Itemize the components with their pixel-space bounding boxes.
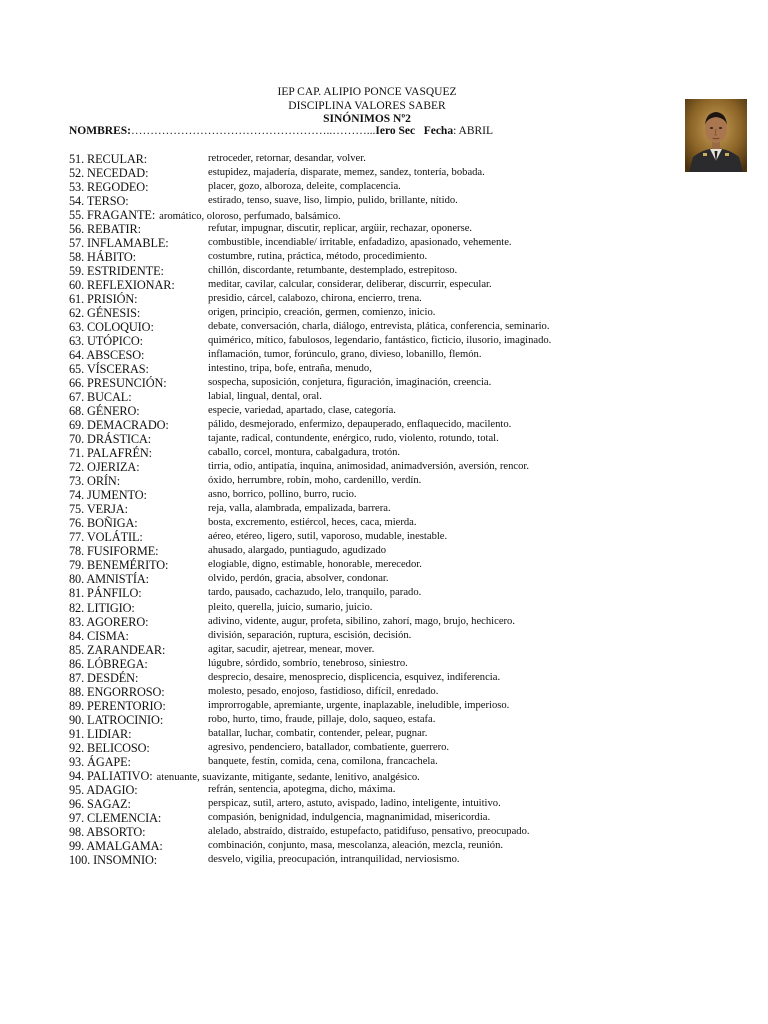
- entry-synonyms: costumbre, rutina, práctica, método, procedimiento.: [208, 251, 428, 263]
- entry-term: 62. GÉNESIS:: [69, 306, 141, 321]
- entry-term: 56. REBATIR:: [69, 222, 141, 237]
- entry-term: 91. LIDIAR:: [69, 726, 132, 741]
- entry-synonyms: especie, variedad, apartado, clase, categoría.: [208, 405, 396, 417]
- synonym-entry: [69, 306, 689, 320]
- synonym-entry: [69, 474, 689, 488]
- entry-term: 66. PRESUNCIÓN:: [69, 376, 167, 391]
- entry-term: 79. BENEMÉRITO:: [69, 558, 169, 573]
- entry-synonyms: óxido, herrumbre, robín, moho, cardenillo, verdín.: [208, 475, 422, 487]
- synonym-entry: [69, 615, 689, 629]
- entry-synonyms: atenuante, suavizante, mitigante, sedante, lenitivo, analgésico.: [156, 771, 420, 783]
- entry-term: 64. ABSCESO:: [69, 348, 145, 363]
- synonym-entry: [69, 292, 689, 306]
- entry-synonyms: tajante, radical, contundente, enérgico, rudo, violento, rotundo, total.: [208, 433, 499, 445]
- entry-synonyms: debate, conversación, charla, diálogo, entrevista, plática, conferencia, seminario.: [208, 321, 550, 333]
- entry-synonyms: asno, borrico, pollino, burro, rucio.: [208, 489, 357, 501]
- synonym-entry: [69, 769, 689, 783]
- entry-term: 52. NECEDAD:: [69, 166, 149, 181]
- entry-synonyms: aéreo, etéreo, ligero, sutil, vaporoso, mudable, inestable.: [208, 531, 448, 543]
- entry-term: 81. PÁNFILO:: [69, 586, 142, 601]
- entry-synonyms: compasión, benignidad, indulgencia, magnanimidad, misericordia.: [208, 811, 491, 823]
- synonym-entry: [69, 755, 689, 769]
- entry-term: 75. VERJA:: [69, 502, 128, 517]
- entry-synonyms: banquete, festín, comida, cena, comilona, francachela.: [208, 755, 438, 767]
- synonym-entry: [69, 180, 689, 194]
- synonym-entry: [69, 460, 689, 474]
- synonym-entry: [69, 446, 689, 460]
- entry-synonyms: refutar, impugnar, discutir, replicar, argüir, rechazar, oponerse.: [208, 223, 473, 235]
- entry-synonyms: ahusado, alargado, puntiagudo, agudizado: [208, 545, 387, 557]
- entry-term: 82. LITIGIO:: [69, 600, 135, 615]
- synonym-entry: [69, 853, 689, 867]
- entry-term: 97. CLEMENCIA:: [69, 810, 162, 825]
- entry-term: 94. PALIATIVO:: [69, 768, 153, 783]
- entry-synonyms: reja, valla, alambrada, empalizada, barrera.: [208, 503, 391, 515]
- entry-synonyms: intestino, tripa, bofe, entraña, menudo,: [208, 363, 372, 375]
- synonym-entry: [69, 376, 689, 390]
- synonym-entry: [69, 839, 689, 853]
- entry-synonyms: agresivo, pendenciero, batallador, combatiente, guerrero.: [208, 741, 450, 753]
- entry-synonyms: robo, hurto, timo, fraude, pillaje, dolo, saqueo, estafa.: [208, 713, 436, 725]
- entry-term: 55. FRAGANTE:: [69, 208, 156, 223]
- entry-synonyms: estirado, tenso, suave, liso, limpio, pulido, brillante, nítido.: [208, 195, 458, 207]
- entry-term: 73. ORÍN:: [69, 474, 121, 489]
- entry-term: 86. LÓBREGA:: [69, 656, 148, 671]
- entry-synonyms: inflamación, tumor, forúnculo, grano, divieso, lobanillo, flemón.: [208, 349, 482, 361]
- entry-synonyms: agitar, sacudir, ajetrear, menear, mover.: [208, 643, 375, 655]
- entry-synonyms: bosta, excremento, estiércol, heces, caca, mierda.: [208, 517, 417, 529]
- discipline-name: DISCIPLINA VALORES SABER: [288, 99, 446, 112]
- entry-term: 92. BELICOSO:: [69, 740, 150, 755]
- entry-term: 78. FUSIFORME:: [69, 544, 159, 559]
- date-label: Fecha: [423, 125, 454, 137]
- synonym-entry: [69, 783, 689, 797]
- synonym-entry: [69, 572, 689, 586]
- synonym-entry: [69, 629, 689, 643]
- synonym-entry: [69, 250, 689, 264]
- entry-synonyms: refrán, sentencia, apotegma, dicho, máxima.: [208, 783, 396, 795]
- entry-synonyms: pálido, desmejorado, enfermizo, depauperado, enflaquecido, macilento.: [208, 419, 512, 431]
- synonym-entry: [69, 601, 689, 615]
- entry-term: 74. JUMENTO:: [69, 488, 147, 503]
- entry-term: 83. AGORERO:: [69, 614, 149, 629]
- entry-term: 51. RECULAR:: [69, 152, 148, 166]
- entry-term: 84. CISMA:: [69, 628, 129, 643]
- entry-synonyms: labial, lingual, dental, oral.: [208, 391, 322, 403]
- synonym-entry: [69, 222, 689, 236]
- entry-synonyms: desvelo, vigilia, preocupación, intranquilidad, nerviosismo.: [208, 853, 460, 865]
- entry-term: 65. VÍSCERAS:: [69, 362, 149, 377]
- synonym-entry: [69, 208, 689, 222]
- synonym-entry: [69, 194, 689, 208]
- synonym-entry: [69, 418, 689, 432]
- entry-synonyms: división, separación, ruptura, escisión, decisión.: [208, 629, 412, 641]
- entry-term: 57. INFLAMABLE:: [69, 236, 169, 251]
- entry-term: 96. SAGAZ:: [69, 796, 131, 811]
- synonym-entry: [69, 727, 689, 741]
- synonym-entry: [69, 558, 689, 572]
- grade-label: Iero Sec: [375, 125, 416, 137]
- entry-synonyms: aromático, oloroso, perfumado, balsámico.: [159, 211, 341, 223]
- entry-synonyms: desprecio, desaire, menosprecio, displicencia, esquivez, indiferencia.: [208, 671, 501, 683]
- entry-synonyms: estupidez, majadería, disparate, memez, sandez, tontería, bobada.: [208, 167, 485, 179]
- synonym-entry: [69, 643, 689, 657]
- synonym-entry: [69, 657, 689, 671]
- synonym-list: [69, 152, 689, 867]
- entry-synonyms: chillón, discordante, retumbante, destemplado, estrepitoso.: [208, 265, 458, 277]
- entry-term: 61. PRISIÓN:: [69, 292, 138, 307]
- synonym-entry: [69, 348, 689, 362]
- entry-term: 100. INSOMNIO:: [69, 852, 158, 867]
- entry-term: 67. BUCAL:: [69, 390, 132, 405]
- entry-synonyms: perspicaz, sutil, artero, astuto, avispado, ladino, inteligente, intuitivo.: [208, 797, 501, 809]
- entry-synonyms: molesto, pesado, enojoso, fastidioso, difícil, enredado.: [208, 685, 439, 697]
- entry-synonyms: elogiable, digno, estimable, honorable, merecedor.: [208, 559, 422, 571]
- entry-term: 77. VOLÁTIL:: [69, 530, 143, 545]
- entry-synonyms: quimérico, mítico, fabulosos, legendario, fantástico, ficticio, ilusorio, imaginado.: [208, 335, 552, 347]
- student-info-row: [69, 124, 689, 138]
- portrait-image: [685, 99, 747, 172]
- entry-synonyms: retroceder, retornar, desandar, volver.: [208, 153, 366, 164]
- worksheet-title: SINÓNIMOS Nº2: [323, 113, 411, 125]
- synonym-entry: [69, 278, 689, 292]
- entry-term: 68. GÉNERO:: [69, 404, 140, 419]
- entry-term: 93. ÁGAPE:: [69, 754, 131, 769]
- synonym-entry: [69, 685, 689, 699]
- entry-term: 69. DEMACRADO:: [69, 418, 169, 433]
- entry-term: 80. AMNISTÍA:: [69, 572, 149, 587]
- entry-synonyms: alelado, abstraído, distraído, estupefacto, patidifuso, pensativo, preocupado.: [208, 825, 530, 837]
- synonym-entry: [69, 741, 689, 755]
- entry-synonyms: improrrogable, apremiante, urgente, inaplazable, ineludible, imperioso.: [208, 699, 510, 711]
- entry-term: 88. ENGORROSO:: [69, 684, 165, 699]
- entry-synonyms: batallar, luchar, combatir, contender, pelear, pugnar.: [208, 727, 428, 739]
- entry-term: 95. ADAGIO:: [69, 782, 138, 797]
- entry-synonyms: combinación, conjunto, masa, mescolanza, aleación, mezcla, reunión.: [208, 839, 504, 851]
- entry-synonyms: sospecha, suposición, conjetura, figuración, imaginación, creencia.: [208, 377, 492, 389]
- synonym-entry: [69, 404, 689, 418]
- entry-synonyms: combustible, incendiable/ irritable, enfadadizo, apasionado, vehemente.: [208, 237, 512, 249]
- synonym-entry: [69, 320, 689, 334]
- synonym-entry: [69, 530, 689, 544]
- portrait-photo: [685, 99, 747, 172]
- entry-term: 54. TERSO:: [69, 194, 129, 209]
- synonym-entry: [69, 152, 689, 166]
- date-value: : ABRIL: [453, 125, 494, 137]
- entry-term: 59. ESTRIDENTE:: [69, 264, 164, 279]
- synonym-entry: [69, 516, 689, 530]
- synonym-entry: [69, 334, 689, 348]
- entry-term: 98. ABSORTO:: [69, 824, 146, 839]
- synonym-entry: [69, 811, 689, 825]
- synonym-entry: [69, 699, 689, 713]
- synonym-entry: [69, 713, 689, 727]
- entry-synonyms: tardo, pausado, cachazudo, lelo, tranquilo, parado.: [208, 587, 422, 599]
- entry-synonyms: placer, gozo, alboroza, deleite, complacencia.: [208, 181, 401, 193]
- synonym-entry: [69, 236, 689, 250]
- entry-synonyms: adivino, vidente, augur, profeta, sibilino, zahorí, mago, brujo, hechicero.: [208, 615, 515, 627]
- entry-term: 63. COLOQUIO:: [69, 320, 154, 335]
- entry-synonyms: caballo, corcel, montura, cabalgadura, trotón.: [208, 447, 401, 459]
- synonym-entry: [69, 488, 689, 502]
- entry-term: 87. DESDÉN:: [69, 670, 139, 685]
- entry-term: 53. REGODEO:: [69, 180, 149, 195]
- entry-term: 58. HÁBITO:: [69, 250, 136, 265]
- entry-synonyms: lúgubre, sórdido, sombrío, tenebroso, siniestro.: [208, 657, 408, 669]
- entry-synonyms: origen, principio, creación, germen, comienzo, inicio.: [208, 307, 436, 319]
- entry-term: 76. BOÑIGA:: [69, 516, 138, 531]
- entry-term: 71. PALAFRÉN:: [69, 446, 152, 461]
- entry-synonyms: olvido, perdón, gracia, absolver, condonar.: [208, 573, 389, 585]
- synonym-entry: [69, 825, 689, 839]
- synonym-entry: [69, 432, 689, 446]
- synonym-entry: [69, 264, 689, 278]
- names-label: NOMBRES:: [69, 125, 131, 137]
- entry-synonyms: tirria, odio, antipatía, inquina, animosidad, animadversión, aversión, rencor.: [208, 461, 529, 473]
- entry-term: 85. ZARANDEAR:: [69, 642, 166, 657]
- school-name: IEP CAP. ALIPIO PONCE VASQUEZ: [277, 86, 457, 98]
- synonym-entry: [69, 502, 689, 516]
- entry-synonyms: pleito, querella, juicio, sumario, juicio.: [208, 601, 373, 613]
- synonym-entry: [69, 544, 689, 558]
- entry-term: 70. DRÁSTICA:: [69, 432, 152, 447]
- names-blank-line[interactable]: ……………………………………………..………...: [130, 125, 376, 137]
- synonym-entry: [69, 797, 689, 811]
- entry-term: 72. OJERIZA:: [69, 460, 140, 475]
- synonym-entry: [69, 166, 689, 180]
- synonym-entry: [69, 671, 689, 685]
- entry-synonyms: presidio, cárcel, calabozo, chirona, encierro, trena.: [208, 293, 422, 305]
- synonym-entry: [69, 586, 689, 600]
- entry-synonyms: meditar, cavilar, calcular, considerar, deliberar, discurrir, especular.: [208, 279, 492, 291]
- worksheet-header: [0, 86, 734, 127]
- entry-term: 99. AMALGAMA:: [69, 838, 163, 853]
- entry-term: 60. REFLEXIONAR:: [69, 278, 175, 293]
- entry-term: 63. UTÓPICO:: [69, 334, 143, 349]
- entry-term: 90. LATROCINIO:: [69, 712, 164, 727]
- synonym-entry: [69, 362, 689, 376]
- entry-term: 89. PERENTORIO:: [69, 698, 166, 713]
- synonym-entry: [69, 390, 689, 404]
